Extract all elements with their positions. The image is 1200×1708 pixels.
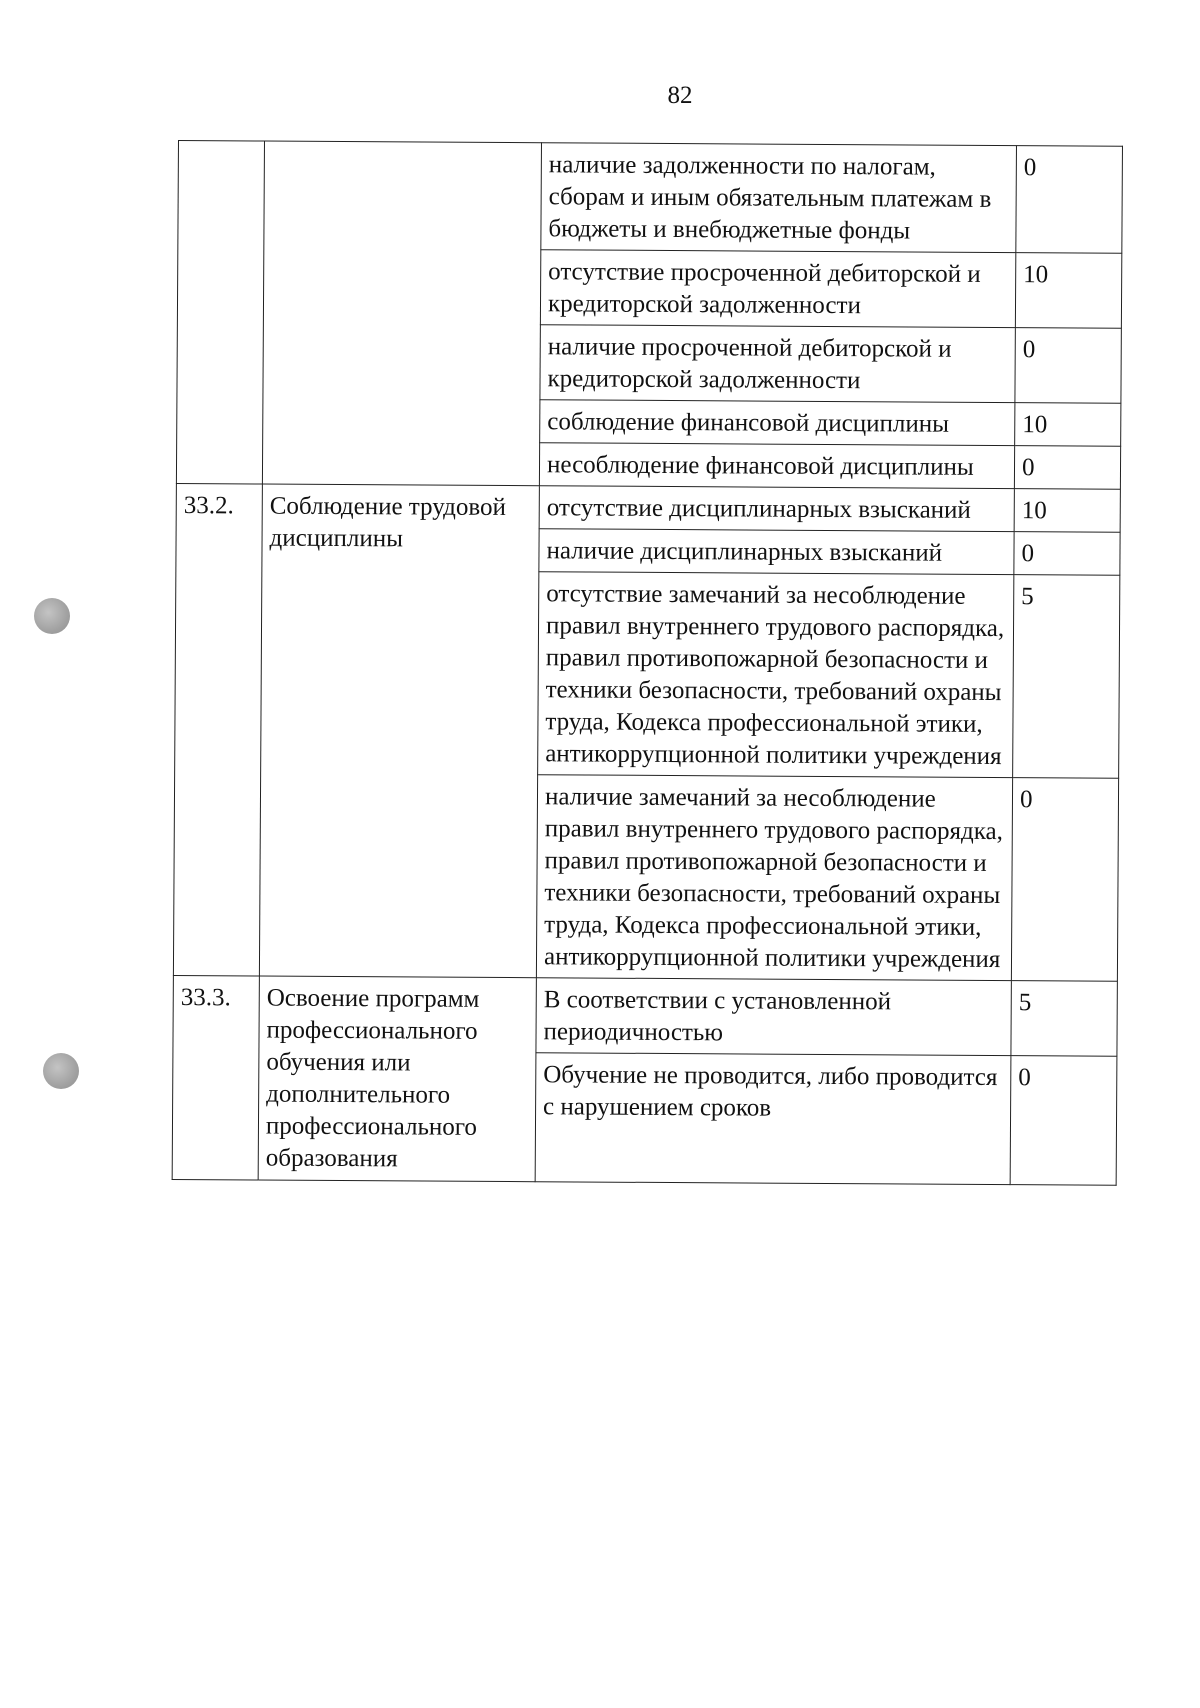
item-number — [176, 141, 264, 485]
criterion-cell: В соответствии с установленной периодичностью — [536, 978, 1011, 1056]
document-sheet — [172, 140, 1122, 1186]
points-cell: 0 — [1014, 532, 1120, 576]
item-name — [262, 141, 541, 486]
item-name: Соблюдение трудовой дисциплины — [259, 484, 539, 978]
criteria-table — [172, 140, 1123, 1186]
points-cell: 0 — [1015, 328, 1121, 404]
criterion-cell: наличие просроченной дебиторской и кредиторской задолженности — [540, 325, 1015, 403]
criterion-cell: наличие замечаний за несоблюдение правил внутреннего трудового распорядка, правил противопожарной безопасности и техники безопасности, требований охраны труда, Кодекса профессиональной этики, антикоррупционной политики учреждения — [536, 775, 1012, 981]
table-row — [173, 975, 1117, 1056]
points-cell: 10 — [1015, 403, 1121, 447]
points-cell: 0 — [1016, 146, 1123, 254]
table-row — [178, 141, 1123, 254]
points-cell: 10 — [1015, 253, 1121, 329]
item-number: 33.2. — [173, 483, 262, 976]
page-number: 82 — [667, 82, 693, 109]
criterion-cell: отсутствие просроченной дебиторской и кредиторской задолженности — [540, 250, 1015, 328]
item-number: 33.3. — [172, 975, 259, 1180]
criterion-cell: отсутствие замечаний за несоблюдение правил внутреннего трудового распорядка, правил противопожарной безопасности и техники безопасности, требований охраны труда, Кодекса профессиональной этики, антикоррупционной политики учреждения — [538, 572, 1014, 778]
punch-hole-bottom — [43, 1053, 79, 1089]
criterion-cell: несоблюдение финансовой дисциплины — [539, 443, 1014, 489]
points-cell: 10 — [1014, 489, 1120, 533]
criterion-cell: отсутствие дисциплинарных взысканий — [539, 486, 1014, 532]
item-name: Освоение программ профессионального обучения или дополнительного профессионального образования — [258, 976, 536, 1182]
criterion-cell: соблюдение финансовой дисциплины — [540, 400, 1015, 446]
table-row — [176, 483, 1120, 532]
points-cell: 5 — [1011, 981, 1117, 1057]
points-cell: 0 — [1010, 1056, 1117, 1186]
points-cell: 0 — [1014, 446, 1120, 490]
punch-hole-top — [34, 598, 70, 634]
points-cell: 5 — [1013, 575, 1120, 779]
criterion-cell: наличие дисциплинарных взысканий — [539, 529, 1014, 575]
criterion-cell: наличие задолженности по налогам, сборам и иным обязательным платежам в бюджеты и внебюджетные фонды — [541, 143, 1017, 253]
criterion-cell: Обучение не проводится, либо проводится с нарушением сроков — [535, 1053, 1011, 1185]
points-cell: 0 — [1011, 778, 1118, 982]
